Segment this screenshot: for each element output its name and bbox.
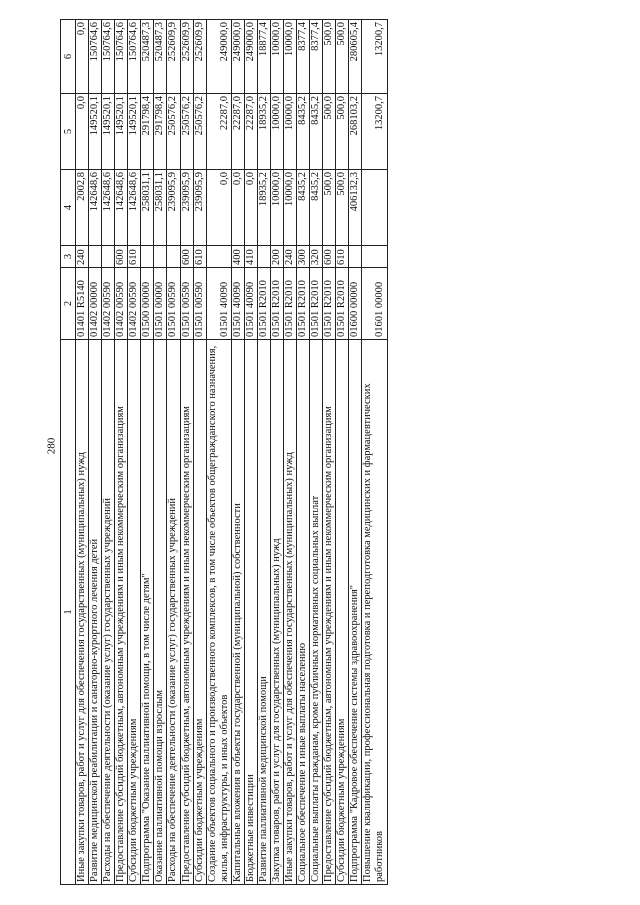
row-value-2025: 13200,7 [362,94,387,170]
table-row [231,20,244,885]
row-value-2025: 149520,1 [89,94,102,170]
row-value-2025: 10000,0 [270,94,283,170]
row-value-2026: 280605,4 [349,20,362,94]
row-code: 01501 R2010 [270,268,283,340]
row-name: Капитальные вложения в объекты государственной (муниципальной) собственности [231,340,244,885]
row-value-2025: 250576,2 [193,94,206,170]
table-row [89,20,102,885]
row-kvr: 410 [244,246,257,268]
header-col-1: 1 [61,340,76,885]
table-row [102,20,115,885]
row-value-2025: 291798,4 [141,94,154,170]
row-value-2025: 10000,0 [284,94,297,170]
row-value-2025: 22287,0 [244,94,257,170]
row-value-2026: 150764,6 [102,20,115,94]
table-row [297,20,310,885]
row-value-2026: 10000,0 [284,20,297,94]
row-value-2026: 0,0 [76,20,89,94]
row-kvr: 600 [323,246,336,268]
row-value-2026: 150764,6 [128,20,141,94]
row-code: 01501 40090 [244,268,257,340]
row-kvr: 610 [193,246,206,268]
row-code: 01501 00590 [193,268,206,340]
table-row [257,20,270,885]
row-value-2025: 149520,1 [102,94,115,170]
row-value-2024: 8435,2 [297,170,310,246]
row-value-2024: 0,0 [231,170,244,246]
row-name: Социальное обеспечение и иные выплаты населению [297,340,310,885]
row-code: 01501 R2010 [284,268,297,340]
row-code: 01402 00590 [115,268,128,340]
row-name: Социальные выплаты гражданам, кроме публичных нормативных социальных выплат [310,340,323,885]
row-value-2025: 500,0 [336,94,349,170]
row-name: Предоставление субсидий бюджетным, автономным учреждениям и иным некоммерческим организациям [180,340,193,885]
row-name: Расходы на обеспечение деятельности (оказание услуг) государственных учреждений [167,340,180,885]
table-body [76,20,388,885]
row-kvr [257,246,270,268]
row-code: 01402 00590 [128,268,141,340]
row-value-2026: 150764,6 [115,20,128,94]
row-name: Повышение квалификации, профессиональная подготовка и переподготовка медицинских и фармацевтических работников [362,340,387,885]
table-row [115,20,128,885]
row-name: Субсидии бюджетным учреждениям [336,340,349,885]
row-code: 01402 00000 [89,268,102,340]
row-kvr [206,246,231,268]
row-value-2026: 252609,9 [180,20,193,94]
row-value-2026: 249000,0 [244,20,257,94]
row-value-2026: 8377,4 [297,20,310,94]
row-value-2026: 10000,0 [270,20,283,94]
header-col-3: 3 [61,246,76,268]
row-name: Оказание паллиативной помощи взрослым [154,340,167,885]
row-code: 01501 40090 [231,268,244,340]
row-value-2026: 520487,3 [141,20,154,94]
row-kvr: 200 [270,246,283,268]
table-row [336,20,349,885]
row-code: 01600 00000 [349,268,362,340]
table-row [128,20,141,885]
row-code: 01501 00590 [180,268,193,340]
row-name: Развитие медицинской реабилитации и санаторно-курортного лечения детей [89,340,102,885]
header-col-4: 4 [61,170,76,246]
row-value-2026: 520487,3 [154,20,167,94]
row-value-2025: 0,0 [76,94,89,170]
row-kvr [141,246,154,268]
row-kvr: 400 [231,246,244,268]
row-code: 01501 00590 [167,268,180,340]
row-code: 01500 00000 [141,268,154,340]
row-code: 01401 R5140 [76,268,89,340]
row-value-2024: 8435,2 [310,170,323,246]
row-kvr [89,246,102,268]
row-kvr: 610 [336,246,349,268]
row-code: 01402 00590 [102,268,115,340]
row-value-2026: 252609,9 [167,20,180,94]
row-value-2024: 500,0 [336,170,349,246]
row-value-2024: 0,0 [244,170,257,246]
row-value-2025: 8435,2 [297,94,310,170]
row-value-2024: 239095,9 [167,170,180,246]
row-value-2025: 149520,1 [128,94,141,170]
table-row [349,20,362,885]
row-kvr [154,246,167,268]
row-value-2024: 142648,6 [115,170,128,246]
table-row [270,20,283,885]
row-value-2025: 250576,2 [167,94,180,170]
row-value-2026: 8377,4 [310,20,323,94]
row-code: 01601 00000 [362,268,387,340]
row-value-2024: 142648,6 [128,170,141,246]
row-value-2024: 258031,1 [141,170,154,246]
row-name: Подпрограмма "Оказание паллиативной помощи, в том числе детям" [141,340,154,885]
table-row [76,20,89,885]
table-row [154,20,167,885]
row-value-2024: 2002,8 [76,170,89,246]
table-row [362,20,387,885]
row-kvr [102,246,115,268]
row-name: Субсидии бюджетным учреждениям [193,340,206,885]
row-code: 01501 R2010 [323,268,336,340]
header-col-6: 6 [61,20,76,94]
header-row [61,20,76,885]
row-value-2025: 268103,2 [349,94,362,170]
row-name: Подпрограмма "Кадровое обеспечение системы здравоохранения" [349,340,362,885]
row-code: 01501 00000 [154,268,167,340]
row-name: Иные закупки товаров, работ и услуг для обеспечения государственных (муниципальных) нужд [76,340,89,885]
table-row [284,20,297,885]
row-value-2025: 500,0 [323,94,336,170]
table-row [323,20,336,885]
row-value-2026: 13200,7 [362,20,387,94]
row-value-2026: 18877,4 [257,20,270,94]
row-name: Иные закупки товаров, работ и услуг для обеспечения государственных (муниципальных) нужд [284,340,297,885]
row-value-2026: 500,0 [323,20,336,94]
row-value-2025: 22287,0 [206,94,231,170]
row-kvr: 320 [310,246,323,268]
page-number: 280 [45,437,58,455]
row-value-2024: 18935,2 [257,170,270,246]
row-value-2025: 8435,2 [310,94,323,170]
row-value-2024: 258031,1 [154,170,167,246]
rotated-table-container [60,20,605,885]
row-kvr: 300 [297,246,310,268]
row-kvr: 240 [76,246,89,268]
header-col-2: 2 [61,268,76,340]
table-row [193,20,206,885]
row-value-2026: 249000,0 [206,20,231,94]
row-kvr [349,246,362,268]
row-value-2024: 239095,9 [193,170,206,246]
row-kvr [362,246,387,268]
table-row [206,20,231,885]
row-name: Развитие паллиативной медицинской помощи [257,340,270,885]
table-row [180,20,193,885]
table-row [141,20,154,885]
row-value-2025: 250576,2 [180,94,193,170]
row-kvr: 610 [128,246,141,268]
row-value-2024: 10000,0 [284,170,297,246]
row-name: Расходы на обеспечение деятельности (оказание услуг) государственных учреждений [102,340,115,885]
row-value-2025: 22287,0 [231,94,244,170]
row-value-2024 [362,170,387,246]
row-name: Закупка товаров, работ и услуг для государственных (муниципальных) нужд [270,340,283,885]
row-value-2026: 500,0 [336,20,349,94]
table-row [244,20,257,885]
row-code: 01501 40090 [206,268,231,340]
budget-table [60,19,388,885]
row-value-2026: 252609,9 [193,20,206,94]
row-kvr: 600 [180,246,193,268]
table-row [167,20,180,885]
row-code: 01501 R2010 [310,268,323,340]
row-code: 01501 R2010 [336,268,349,340]
row-name: Создание объектов социального и производственного комплексов, в том числе объектов общегражданского назначения, жилья, инфраструктуры, и иных объектов [206,340,231,885]
row-value-2024: 239095,9 [180,170,193,246]
row-name: Бюджетные инвестиции [244,340,257,885]
row-value-2024: 142648,6 [102,170,115,246]
row-value-2025: 291798,4 [154,94,167,170]
row-name: Предоставление субсидий бюджетным, автономным учреждениям и иным некоммерческим организациям [115,340,128,885]
row-value-2026: 249000,0 [231,20,244,94]
row-kvr [167,246,180,268]
row-value-2025: 149520,1 [115,94,128,170]
row-name: Субсидии бюджетным учреждениям [128,340,141,885]
row-name: Предоставление субсидий бюджетным, автономным учреждениям и иным некоммерческим организациям [323,340,336,885]
row-value-2024: 500,0 [323,170,336,246]
table-row [310,20,323,885]
row-code: 01501 R2010 [297,268,310,340]
row-value-2025: 18935,2 [257,94,270,170]
row-value-2024: 406132,3 [349,170,362,246]
row-value-2024: 10000,0 [270,170,283,246]
row-value-2026: 150764,6 [89,20,102,94]
row-code: 01501 R2010 [257,268,270,340]
header-col-5: 5 [61,94,76,170]
row-kvr: 600 [115,246,128,268]
row-value-2024: 0,0 [206,170,231,246]
row-value-2024: 142648,6 [89,170,102,246]
row-kvr: 240 [284,246,297,268]
